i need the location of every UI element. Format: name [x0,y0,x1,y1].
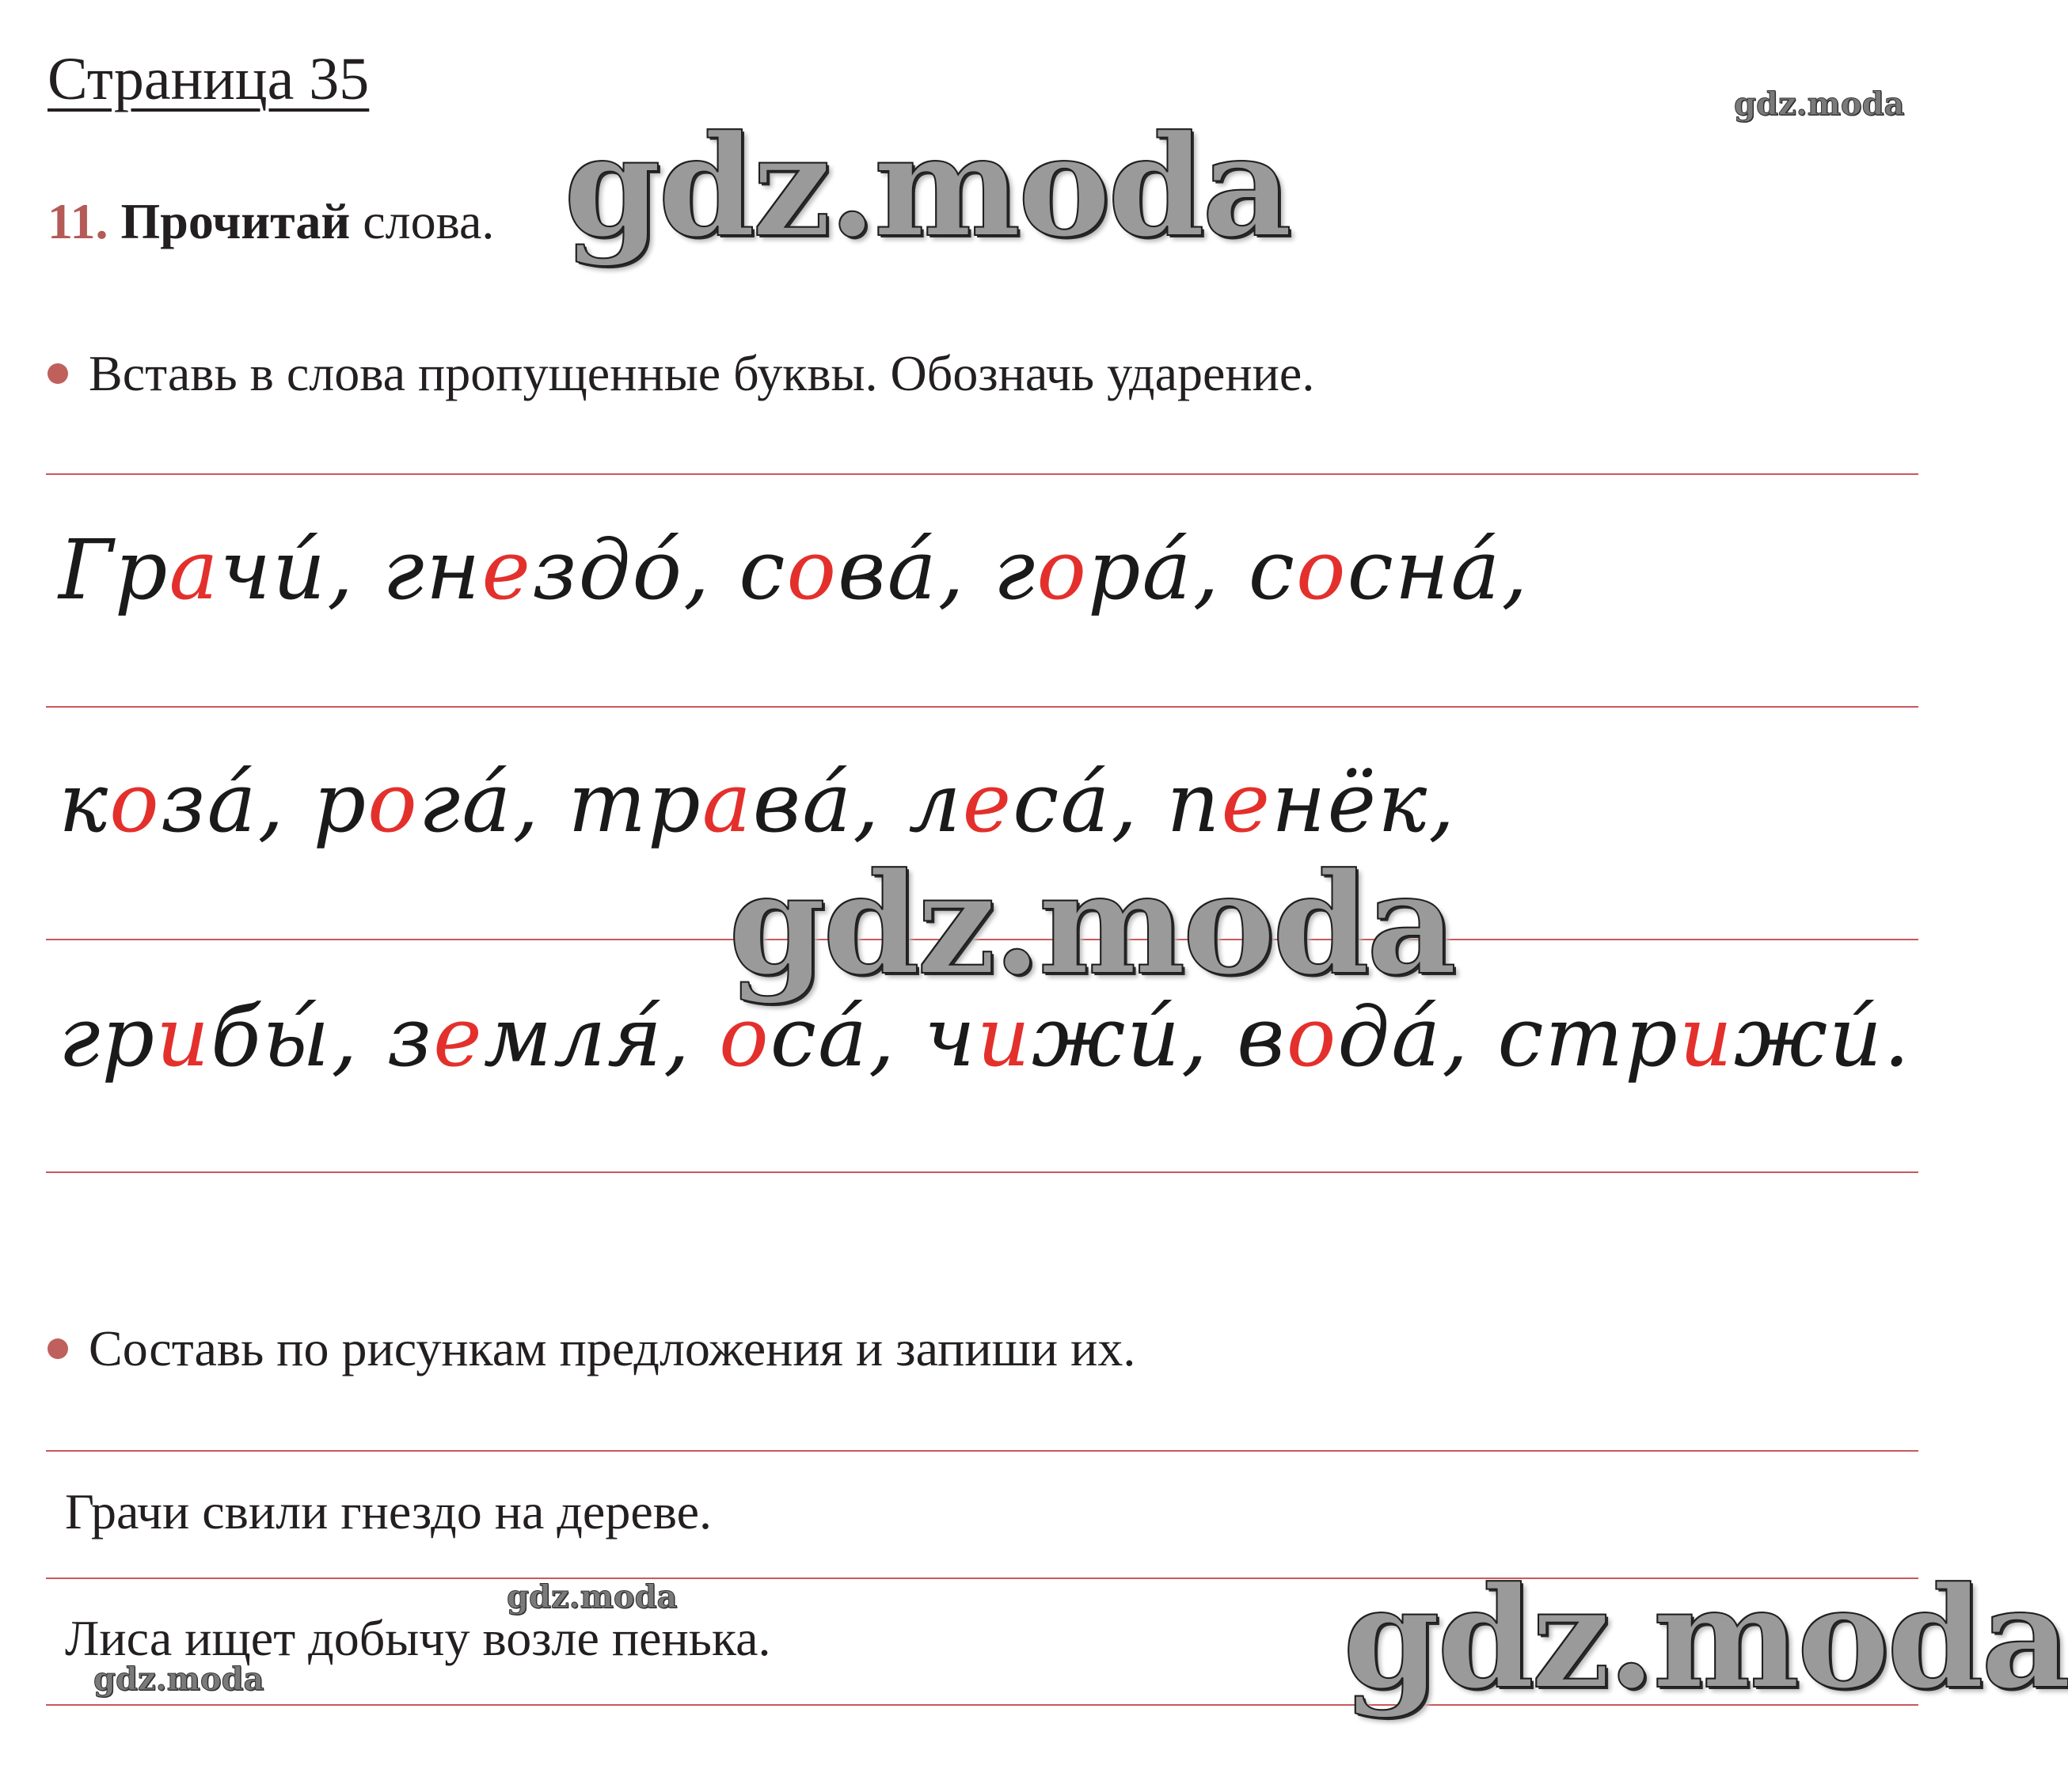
punctuation: . [1884,989,1912,1085]
punctuation: , [937,522,994,618]
word-part: га́ [418,754,513,851]
word-part: г [993,522,1037,618]
handwritten-word [1249,522,1530,618]
word-part: Гр [59,522,169,618]
inserted-letter: и [1678,989,1734,1085]
word-part: ч [924,989,977,1085]
punctuation: , [1428,754,1457,851]
handwritten-word [739,522,994,618]
inserted-letter: а [701,754,753,851]
handwritten-word [568,754,908,851]
punctuation: , [853,754,909,851]
word-part: ра́ [1087,522,1193,618]
word-part: п [1166,754,1222,851]
instruction-compose-sentences [48,1320,1136,1376]
word-part: тр [568,754,702,851]
bullet-icon [48,1338,68,1359]
handwritten-word [314,754,568,851]
handwritten-word [59,989,386,1085]
ruled-line [46,1450,1918,1452]
handwritten-word [908,754,1166,851]
word-part: р [313,754,368,851]
watermark: gdz.moda [564,104,1290,268]
answer-sentence-1: Грачи свили гнездо на дереве. [65,1483,712,1540]
word-part: за́ [160,754,258,851]
watermark: gdz.moda [728,842,1454,1006]
punctuation: , [663,989,720,1085]
inserted-letter: о [109,754,161,851]
handwritten-word [59,754,314,851]
inserted-letter: а [169,522,220,618]
instruction-text: Составь по рисункам предложения и запиши их. [89,1320,1136,1376]
ruled-line [46,1171,1918,1173]
handwritten-row-3 [59,989,1912,1085]
task-number: 11. [48,193,108,249]
punctuation: , [512,754,568,851]
inserted-letter: о [1286,989,1338,1085]
task-rest: слова. [350,193,495,249]
inserted-letter: о [719,989,770,1085]
word-part: чи́ [219,522,328,618]
punctuation: , [683,522,739,618]
handwritten-word [1497,989,1911,1085]
inserted-letter: о [1295,522,1348,618]
word-part: жи́ [1733,989,1884,1085]
word-part: с [739,522,787,618]
inserted-letter: о [786,522,838,618]
word-part: нёк [1272,754,1429,851]
punctuation: , [1501,522,1530,618]
punctuation: , [1442,989,1498,1085]
inserted-letter: и [156,989,211,1085]
inserted-letter: е [481,522,532,618]
inserted-letter: о [367,754,419,851]
ruled-line [46,473,1918,475]
word-part: жи́ [1031,989,1182,1085]
inserted-letter: е [962,754,1013,851]
punctuation: , [331,989,387,1085]
word-part: ва́ [838,522,938,618]
word-part: мля́ [483,989,664,1085]
inserted-letter: и [976,989,1032,1085]
watermark: gdz.moda [1343,1556,2068,1720]
word-part: сна́ [1347,522,1502,618]
inserted-letter: е [433,989,484,1085]
word-part: стр [1497,989,1679,1085]
handwritten-word [994,522,1249,618]
word-part: да́ [1337,989,1443,1085]
word-part: са́ [1013,754,1112,851]
watermark: gdz.moda [1734,85,1905,123]
word-part: гн [382,522,482,618]
word-part: к [59,754,110,851]
page-title: Страница 35 [48,46,370,112]
punctuation: , [1181,989,1237,1085]
task-verb: Прочитай [120,193,351,249]
ruled-line [46,706,1918,708]
handwritten-word [382,522,739,618]
inserted-letter: о [1036,522,1088,618]
answer-sentence-2: Лиса ищет добычу возле пенька. [65,1610,771,1666]
watermark: gdz.moda [507,1578,678,1615]
word-part: гр [59,989,157,1085]
watermark: gdz.moda [93,1661,264,1698]
word-part: бы́ [211,989,332,1085]
handwritten-row-1 [59,522,1530,618]
handwritten-word [59,522,382,618]
instruction-text: Вставь в слова пропущенные буквы. Обозначь ударение. [89,345,1315,401]
bullet-icon [48,363,68,384]
word-part: с [1248,522,1296,618]
word-part: л [908,754,963,851]
handwritten-word [1167,754,1457,851]
instruction-insert-letters [48,345,1315,401]
punctuation: , [1192,522,1249,618]
word-part: в [1237,989,1287,1085]
word-part: ва́ [752,754,853,851]
punctuation: , [1111,754,1167,851]
task-heading [48,193,495,249]
punctuation: , [257,754,314,851]
inserted-letter: е [1221,754,1272,851]
word-part: здо́ [531,522,684,618]
handwritten-row-2 [59,754,1457,851]
word-part: са́ [770,989,869,1085]
punctuation: , [869,989,925,1085]
punctuation: , [327,522,383,618]
word-part: з [386,989,434,1085]
handwritten-word [386,989,719,1085]
